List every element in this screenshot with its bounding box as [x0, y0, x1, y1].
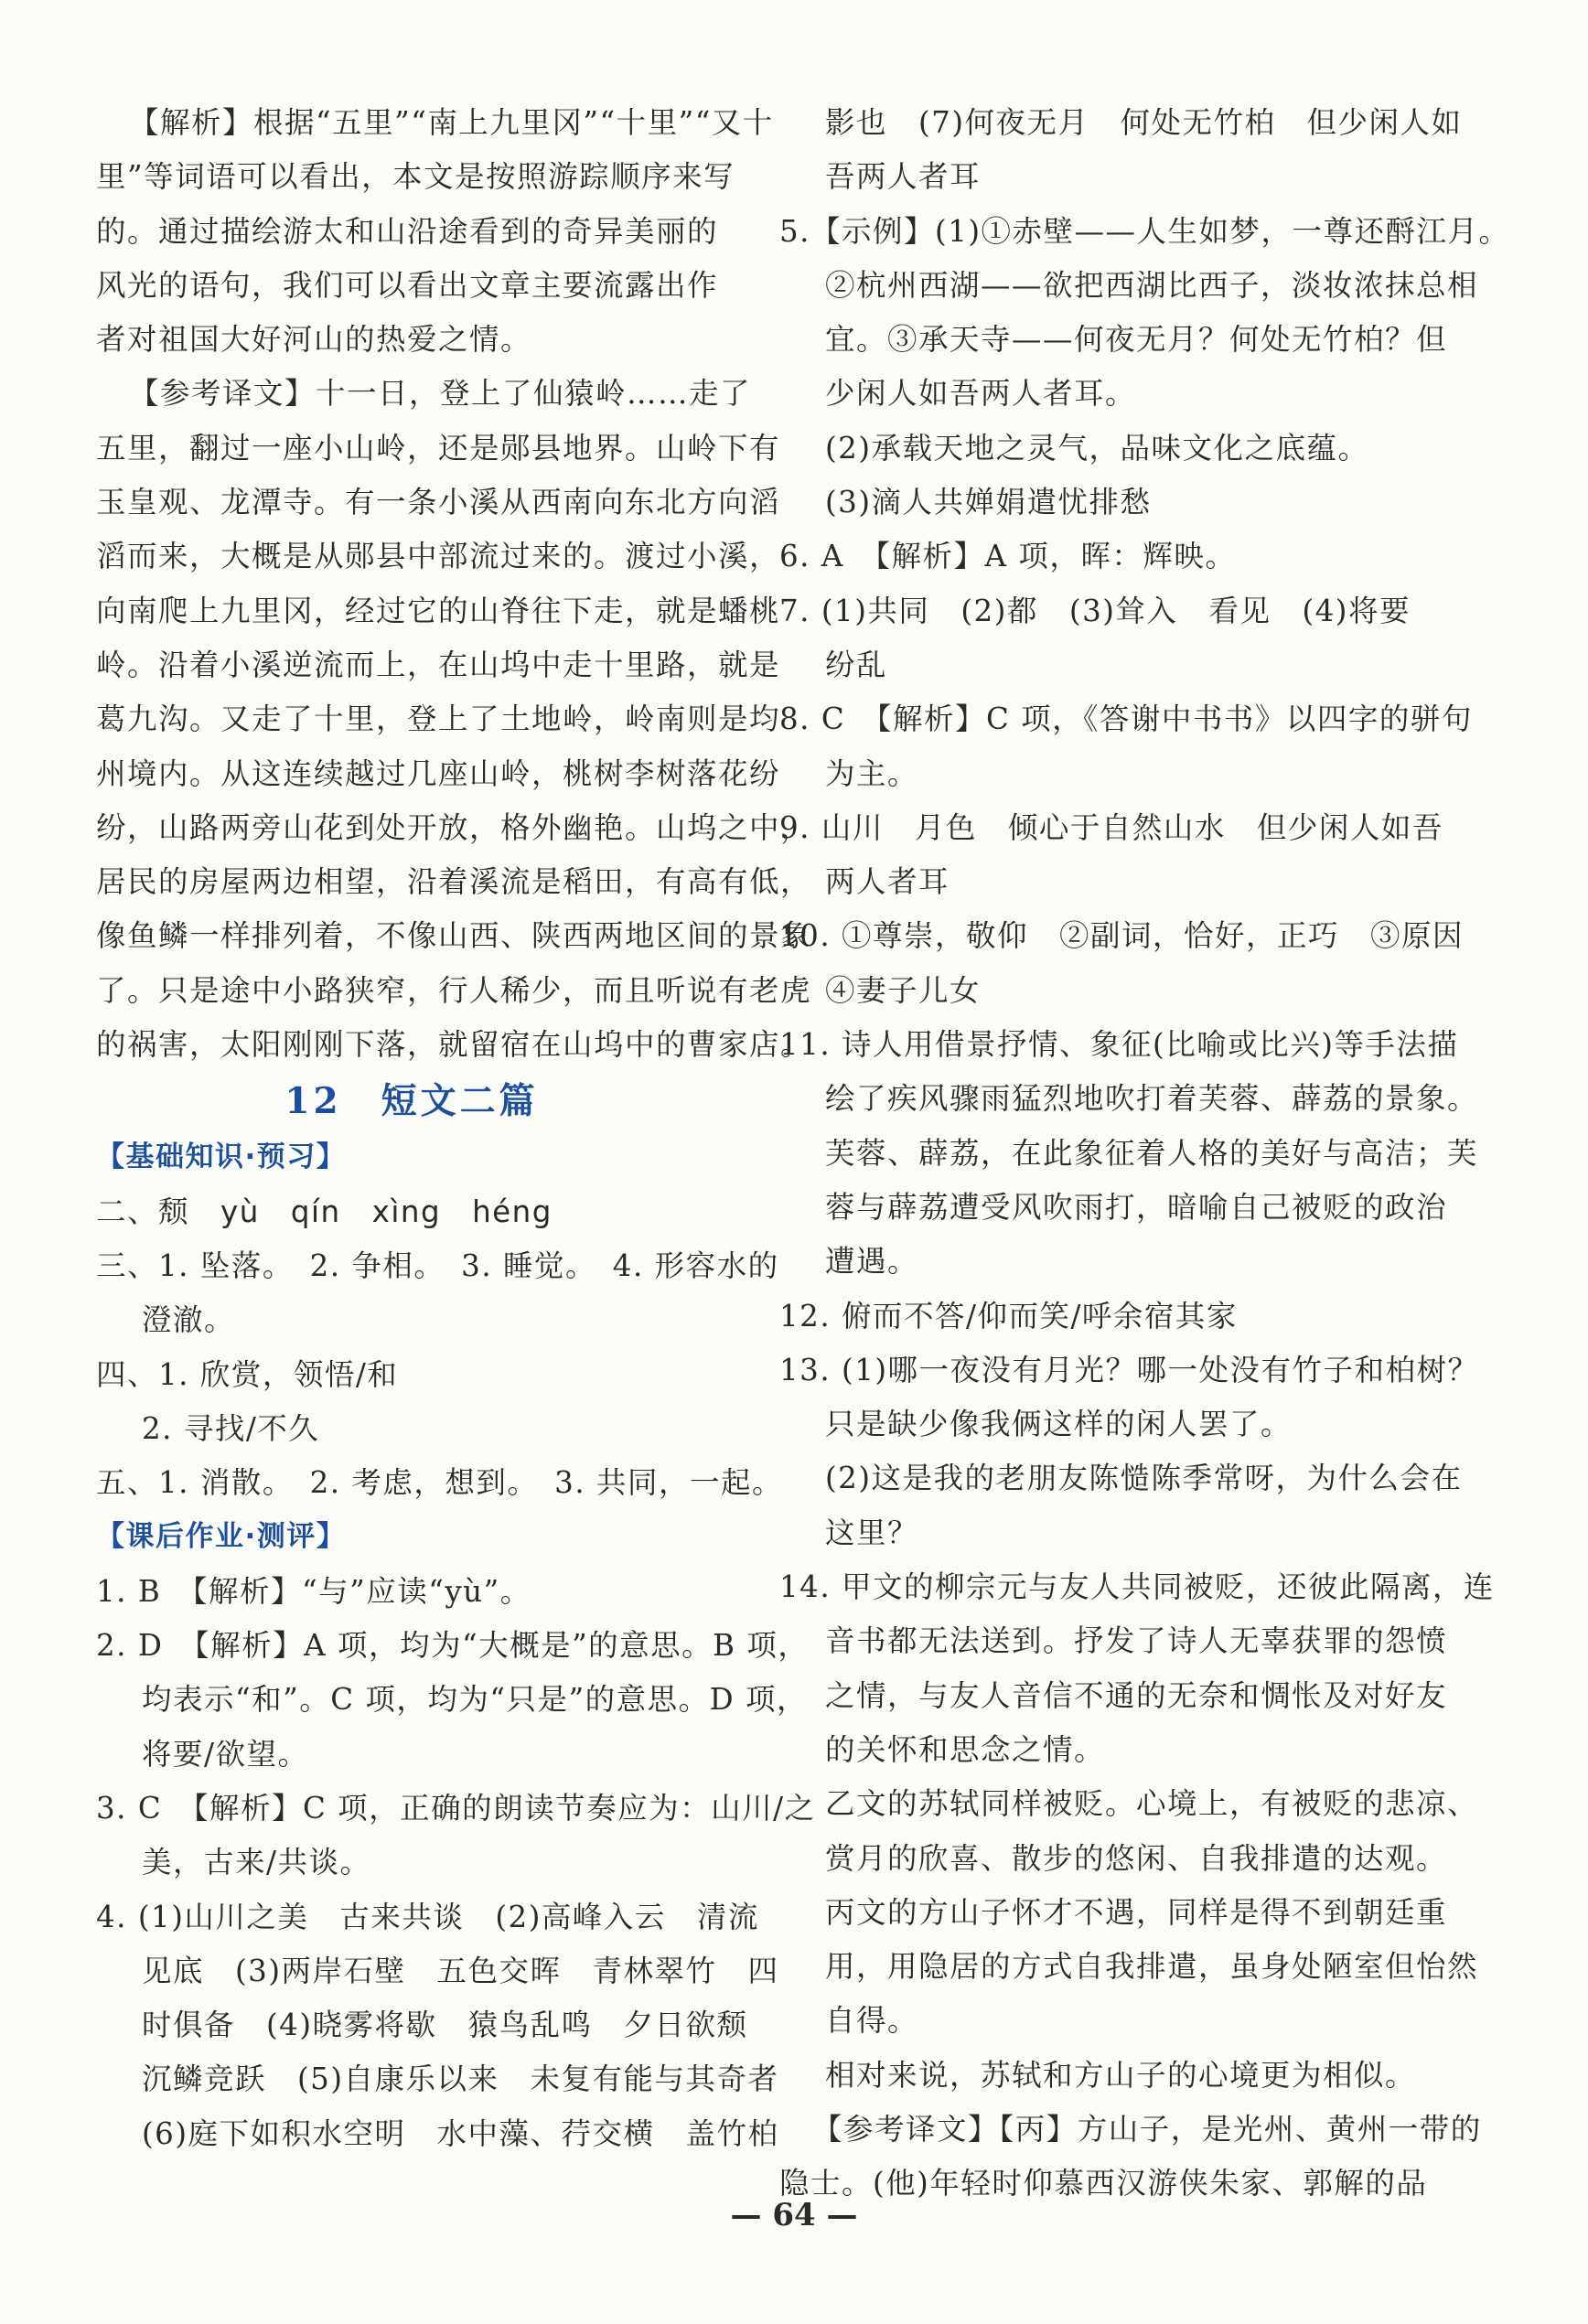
text-line: 沉鳞竞跃 (5)自康乐以来 未复有能与其奇者 [142, 2062, 779, 2097]
text-line: 4. (1)山川之美 古来共谈 (2)高峰入云 清流 [96, 1899, 759, 1934]
text-line: 居民的房屋两边相望，沿着溪流是稻田，有高有低， [96, 864, 812, 900]
text-line: 相对来说，苏轼和方山子的心境更为相似。 [825, 2057, 1417, 2093]
text-line: 纷乱 [825, 647, 888, 682]
text-line: 的关怀和思念之情。 [825, 1731, 1106, 1767]
text-line: 州境内。从这连续越过几座山岭，桃树李树落花纷 [96, 755, 781, 791]
left-column [96, 96, 816, 2161]
text-line: 吾两人者耳 [825, 159, 982, 195]
text-line: 玉皇观、龙潭寺。有一条小溪从西南向东北方向滔 [96, 485, 781, 520]
text-line: 风光的语句，我们可以看出文章主要流露出作 [96, 267, 719, 303]
text-line: 了。只是途中小路狭窄，行人稀少，而且听说有老虎 [96, 972, 812, 1008]
text-line: 五里，翻过一座小山岭，还是郧县地界。山岭下有 [96, 430, 781, 466]
text-line: 13. (1)哪一夜没有月光？哪一处没有竹子和柏树？ [779, 1352, 1479, 1387]
text-line: 为主。 [825, 755, 919, 791]
text-line: 四、1. 欣赏，领悟/和 [96, 1356, 399, 1392]
text-line: 岭。沿着小溪逆流而上，在山坞中走十里路，就是 [96, 647, 781, 682]
text-line: 音书都无法送到。抒发了诗人无辜获罪的怨愤 [825, 1623, 1448, 1659]
right-column [779, 96, 1510, 2212]
text-line: 像鱼鳞一样排列着，不像山西、陕西两地区间的景象 [96, 918, 812, 954]
text-line: 自得。 [825, 2003, 919, 2039]
text-line: 美，古来/共谈。 [142, 1845, 371, 1880]
text-line: 乙文的苏轼同样被贬。心境上，有被贬的悲凉、 [825, 1786, 1479, 1822]
section-heading-homework: 【课后作业·测评】 [96, 1520, 347, 1554]
text-line: 3. C 【解析】C 项，正确的朗读节奏应为：山川/之 [96, 1790, 816, 1826]
text-line: 隐士。(他)年轻时仰慕西汉游侠朱家、郭解的品 [779, 2166, 1428, 2201]
text-line: 三、1. 坠落。 2. 争相。 3. 睡觉。 4. 形容水的 [96, 1248, 779, 1283]
text-line: 遭遇。 [825, 1244, 919, 1280]
text-line: (2)承载天地之灵气，品味文化之底蕴。 [825, 430, 1369, 466]
text-line: 影也 (7)何夜无月 何处无竹柏 但少闲人如 [825, 105, 1463, 140]
text-line: 五、1. 消散。 2. 考虑，想到。 3. 共同，一起。 [96, 1465, 784, 1501]
text-line: 蓉与薜荔遭受风吹雨打，暗喻自己被贬的政治 [825, 1189, 1448, 1225]
text-line: 滔而来，大概是从郧县中部流过来的。渡过小溪， [96, 539, 781, 574]
text-line: 的祸害，太阳刚刚下落，就留宿在山坞中的曹家店。 [96, 1027, 812, 1063]
text-line: 之情，与友人音信不通的无奈和惆怅及对好友 [825, 1677, 1448, 1713]
text-line: 时俱备 (4)晓雾将歇 猿鸟乱鸣 夕日欲颓 [142, 2008, 748, 2043]
text-line: ②杭州西湖——欲把西湖比西子，淡妆浓抹总相 [825, 267, 1479, 303]
text-line: 两人者耳 [825, 864, 950, 900]
text-line: 2. D 【解析】A 项，均为“大概是”的意思。B 项， [96, 1628, 810, 1664]
text-line: 均表示“和”。C 项，均为“只是”的意思。D 项， [142, 1682, 809, 1718]
text-line: 绘了疾风骤雨猛烈地吹打着芙蓉、薜荔的景象。 [825, 1081, 1479, 1117]
text-line: 7. (1)共同 (2)都 (3)耸入 看见 (4)将要 [779, 593, 1411, 628]
text-line: 1. B 【解析】“与”应读“yù”。 [96, 1573, 531, 1609]
text-line: 8. C 【解析】C 项，《答谢中书书》以四字的骈句 [779, 701, 1473, 737]
text-line: 【参考译文】十一日，登上了仙猿岭……走了 [129, 376, 752, 412]
text-line: 向南爬上九里冈，经过它的山脊往下走，就是蟠桃 [96, 593, 781, 628]
text-line: 2. 寻找/不久 [142, 1410, 320, 1446]
text-line: 5.【示例】(1)①赤壁——人生如梦，一尊还酹江月。 [779, 213, 1510, 249]
text-line: 将要/欲望。 [142, 1736, 309, 1772]
text-line: 只是缺少像我俩这样的闲人罢了。 [825, 1407, 1293, 1442]
text-line: (6)庭下如积水空明 水中藻、荇交横 盖竹柏 [142, 2115, 779, 2151]
text-line: 宜。③承天寺——何夜无月？何处无竹柏？但 [825, 322, 1448, 358]
text-line: (2)这是我的老朋友陈慥陈季常呀，为什么会在 [825, 1461, 1463, 1496]
text-line: 少闲人如吾两人者耳。 [825, 376, 1137, 412]
text-line: 者对祖国大好河山的热爱之情。 [96, 322, 532, 358]
text-line: 11. 诗人用借景抒情、象征(比喻或比兴)等手法描 [779, 1027, 1459, 1063]
text-line: 见底 (3)两岸石壁 五色交晖 青林翠竹 四 [142, 1953, 779, 1988]
page-number: — 64 — [730, 2197, 858, 2233]
chapter-title: 12 短文二篇 [284, 1080, 539, 1123]
text-line: 12. 俯而不答/仰而笑/呼余宿其家 [779, 1298, 1238, 1333]
section-heading-preview: 【基础知识·预习】 [96, 1141, 347, 1174]
text-line: 【解析】根据“五里”“南上九里冈”“十里”“又十 [129, 105, 774, 140]
text-line: (3)滴人共婵娟遣忧排愁 [825, 485, 1152, 520]
text-line: 用，用隐居的方式自我排遣，虽身处陋室但怡然 [825, 1949, 1479, 1985]
text-line: 9. 山川 月色 倾心于自然山水 但少闲人如吾 [779, 809, 1443, 845]
text-line: 丙文的方山子怀才不遇，同样是得不到朝廷重 [825, 1894, 1448, 1930]
text-line: 的。通过描绘游太和山沿途看到的奇异美丽的 [96, 213, 719, 249]
text-line: 二、颓 yù qín xìng héng [96, 1194, 553, 1229]
text-line: 赏月的欣喜、散步的悠闲、自我排遣的达观。 [825, 1840, 1448, 1876]
text-line: 纷，山路两旁山花到处开放，格外幽艳。山坞之中， [96, 809, 812, 845]
text-line: 14. 甲文的柳宗元与友人共同被贬，还彼此隔离，连 [779, 1569, 1496, 1605]
text-line: 6. A 【解析】A 项，晖：辉映。 [779, 539, 1237, 574]
text-line: 【参考译文】【丙】方山子，是光州、黄州一带的 [812, 2111, 1482, 2147]
text-line: 葛九沟。又走了十里，登上了土地岭，岭南则是均 [96, 701, 781, 737]
text-line: 澄澈。 [142, 1302, 236, 1338]
text-line: ④妻子儿女 [825, 972, 982, 1008]
text-line: 这里？ [825, 1515, 919, 1550]
text-line: 里”等词语可以看出，本文是按照游踪顺序来写 [96, 159, 735, 195]
text-line: 芙蓉、薜荔，在此象征着人格的美好与高洁；芙 [825, 1135, 1479, 1171]
text-line: 10. ①尊崇，敬仰 ②副词，恰好，正巧 ③原因 [779, 918, 1465, 954]
